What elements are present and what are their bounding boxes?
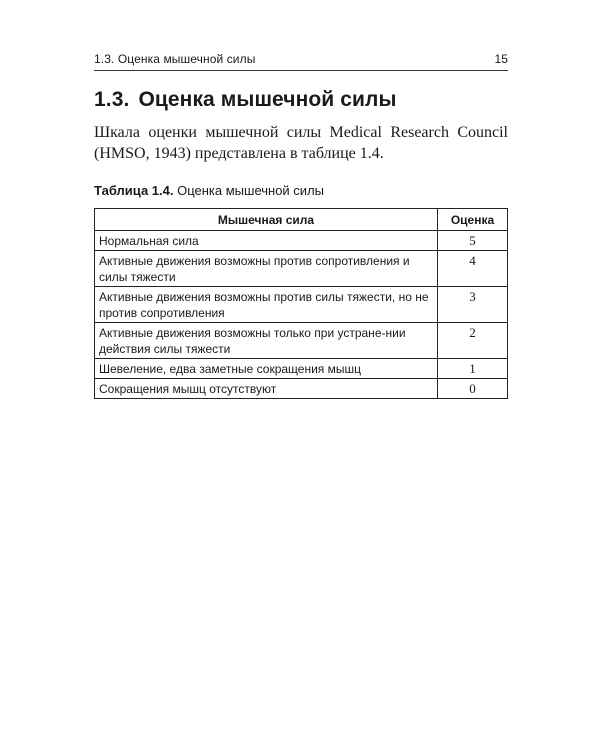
section-title: Оценка мышечной силы	[138, 88, 397, 111]
table-caption-label: Таблица 1.4.	[94, 183, 174, 198]
column-header-strength: Мышечная сила	[95, 209, 438, 231]
row-description: Сокращения мышц отсутствуют	[95, 379, 438, 399]
table-caption	[94, 183, 324, 198]
running-title: 1.3. Оценка мышечной силы	[94, 52, 256, 66]
table-header-row	[95, 209, 508, 231]
row-score: 5	[438, 231, 508, 251]
intro-paragraph: Шкала оценки мышечной силы Medical Research Council (HMSO, 1943) представлена в таблице 1.4.	[94, 124, 508, 162]
row-score: 4	[438, 251, 508, 287]
table-row	[95, 359, 508, 379]
table-caption-text: Оценка мышечной силы	[177, 183, 325, 198]
table-row	[95, 251, 508, 287]
row-description: Активные движения возможны только при устране-нии действия силы тяжести	[95, 323, 438, 359]
page-number: 15	[494, 52, 508, 66]
row-description: Нормальная сила	[95, 231, 438, 251]
row-description: Активные движения возможны против сопротивления и силы тяжести	[95, 251, 438, 287]
table-row	[95, 379, 508, 399]
row-description: Шевеление, едва заметные сокращения мышц	[95, 359, 438, 379]
row-score: 2	[438, 323, 508, 359]
running-header	[94, 52, 508, 71]
row-score: 0	[438, 379, 508, 399]
section-heading	[94, 88, 397, 112]
row-description: Активные движения возможны против силы тяжести, но не против сопротивления	[95, 287, 438, 323]
table-row	[95, 287, 508, 323]
table-row	[95, 231, 508, 251]
row-score: 1	[438, 359, 508, 379]
muscle-strength-table	[94, 208, 508, 399]
row-score: 3	[438, 287, 508, 323]
column-header-score: Оценка	[438, 209, 508, 231]
table-row	[95, 323, 508, 359]
section-number: 1.3.	[94, 88, 130, 111]
